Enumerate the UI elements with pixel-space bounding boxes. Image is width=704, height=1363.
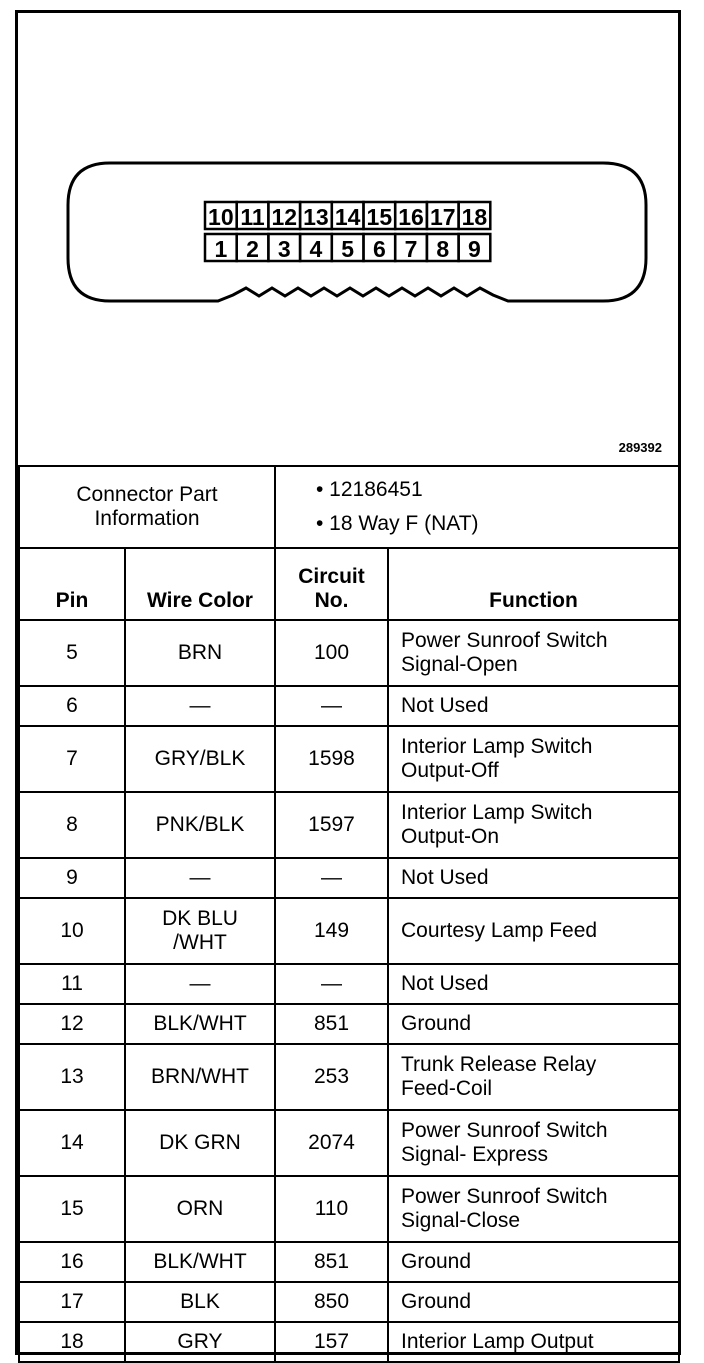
wire-color-cell	[125, 964, 275, 1004]
function-line: Trunk Release Relay	[401, 1053, 597, 1076]
circuit-cell: 2074	[275, 1110, 388, 1176]
function-line: Power Sunroof Switch	[401, 629, 608, 652]
wire-color-line: BRN/WHT	[151, 1065, 249, 1088]
function-line: Ground	[401, 1250, 472, 1273]
table-row	[19, 898, 679, 964]
function-line: Power Sunroof Switch	[401, 1185, 608, 1208]
figure-id: 289392	[618, 440, 662, 455]
circuit-cell: —	[275, 964, 388, 1004]
wire-color-cell	[125, 726, 275, 792]
pin-number-label: 1	[214, 236, 228, 262]
wire-color-line: DK BLU	[162, 907, 238, 930]
function-line: Interior Lamp Switch	[401, 735, 593, 758]
pin-cell: 9	[19, 858, 125, 898]
pin-number-label: 9	[468, 236, 481, 262]
pin-number-label: 2	[246, 236, 259, 262]
circuit-cell: 253	[275, 1044, 388, 1110]
function-cell	[388, 1322, 679, 1362]
circuit-header-line2: No.	[314, 589, 349, 612]
connector-sheet	[15, 10, 681, 1355]
pin-cell: 11	[19, 964, 125, 1004]
table-row	[19, 792, 679, 858]
circuit-header-line1: Circuit	[298, 565, 365, 588]
circuit-cell: 110	[275, 1176, 388, 1242]
function-cell	[388, 858, 679, 898]
connector-housing	[68, 163, 646, 301]
pin-cell: 6	[19, 686, 125, 726]
function-line: Interior Lamp Output	[401, 1330, 594, 1353]
function-cell	[388, 1110, 679, 1176]
pin-number-label: 13	[303, 204, 329, 230]
circuit-cell: 100	[275, 620, 388, 686]
wire-color-header: Wire Color	[125, 548, 275, 620]
function-cell	[388, 1242, 679, 1282]
pin-cell: 12	[19, 1004, 125, 1044]
pin-number-label: 3	[277, 236, 291, 262]
wire-color-cell	[125, 620, 275, 686]
function-line: Power Sunroof Switch	[401, 1119, 608, 1142]
wire-color-line: GRY	[177, 1330, 223, 1353]
function-cell	[388, 898, 679, 964]
function-line: Not Used	[401, 866, 489, 889]
wire-color-cell	[125, 858, 275, 898]
wire-color-cell	[125, 1110, 275, 1176]
wire-color-line: —	[189, 866, 211, 889]
pin-number-label: 12	[271, 204, 298, 230]
wire-color-line: —	[189, 972, 211, 995]
connector-outline-svg	[18, 13, 678, 465]
circuit-cell: 149	[275, 898, 388, 964]
circuit-cell: 1598	[275, 726, 388, 792]
pin-cell: 17	[19, 1282, 125, 1322]
function-line: Signal- Express	[401, 1143, 549, 1166]
circuit-header	[275, 548, 388, 620]
function-cell	[388, 1282, 679, 1322]
wire-color-cell	[125, 1282, 275, 1322]
function-cell	[388, 964, 679, 1004]
table-row	[19, 1322, 679, 1362]
pin-number-label: 7	[404, 236, 418, 262]
connector-description: • 18 Way F (NAT)	[316, 512, 479, 535]
wire-color-line: BLK	[180, 1290, 220, 1313]
function-header: Function	[388, 548, 679, 620]
pin-number-label: 14	[334, 204, 361, 230]
pin-cell: 5	[19, 620, 125, 686]
function-line: Output-On	[401, 825, 500, 848]
function-line: Signal-Close	[401, 1209, 521, 1232]
function-line: Interior Lamp Switch	[401, 801, 593, 824]
wire-color-cell	[125, 686, 275, 726]
function-cell	[388, 686, 679, 726]
function-line: Signal-Open	[401, 653, 518, 676]
table-header-row	[19, 548, 679, 620]
function-line: Not Used	[401, 694, 489, 717]
wire-color-line: ORN	[176, 1197, 224, 1220]
table-row	[19, 1282, 679, 1322]
function-cell	[388, 1176, 679, 1242]
wire-color-cell	[125, 1322, 275, 1362]
table-row	[19, 1044, 679, 1110]
pin-number-label: 10	[208, 204, 234, 230]
table-row	[19, 686, 679, 726]
pin-header: Pin	[19, 548, 125, 620]
wire-color-line: /WHT	[173, 931, 227, 954]
connector-info-label	[19, 466, 275, 548]
connector-info-label-line1: Connector Part	[76, 483, 218, 506]
function-line: Not Used	[401, 972, 489, 995]
pin-number-label: 5	[341, 236, 355, 262]
circuit-cell: 850	[275, 1282, 388, 1322]
pin-cell: 8	[19, 792, 125, 858]
function-cell	[388, 1044, 679, 1110]
pin-number-label: 16	[398, 204, 424, 230]
connector-info-row	[19, 466, 679, 548]
connector-part-number: • 12186451	[316, 478, 423, 501]
pin-cell: 13	[19, 1044, 125, 1110]
table-row	[19, 726, 679, 792]
connector-diagram	[18, 13, 678, 465]
connector-table	[18, 465, 680, 1363]
wire-color-cell	[125, 1004, 275, 1044]
wire-color-line: GRY/BLK	[154, 747, 246, 770]
circuit-cell: 851	[275, 1004, 388, 1044]
table-row	[19, 858, 679, 898]
wire-color-line: DK GRN	[159, 1131, 241, 1154]
table-row	[19, 964, 679, 1004]
function-line: Ground	[401, 1290, 472, 1313]
wire-color-cell	[125, 1044, 275, 1110]
circuit-cell: 157	[275, 1322, 388, 1362]
pin-number-label: 17	[429, 204, 456, 230]
circuit-cell: —	[275, 686, 388, 726]
table-row	[19, 1242, 679, 1282]
pin-cell: 10	[19, 898, 125, 964]
pin-cell: 14	[19, 1110, 125, 1176]
pin-cell: 15	[19, 1176, 125, 1242]
table-row	[19, 620, 679, 686]
function-cell	[388, 792, 679, 858]
pin-number-label: 8	[436, 236, 450, 262]
table-row	[19, 1004, 679, 1044]
function-line: Feed-Coil	[401, 1077, 493, 1100]
pin-number-label: 11	[240, 204, 265, 230]
connector-info-values	[275, 466, 679, 548]
circuit-cell: 1597	[275, 792, 388, 858]
function-cell	[388, 726, 679, 792]
table-row	[19, 1110, 679, 1176]
pin-number-label: 18	[461, 204, 488, 230]
pin-cell: 16	[19, 1242, 125, 1282]
circuit-cell: —	[275, 858, 388, 898]
pin-cell: 7	[19, 726, 125, 792]
wire-color-cell	[125, 792, 275, 858]
wire-color-cell	[125, 1242, 275, 1282]
wire-color-line: —	[189, 694, 211, 717]
function-line: Ground	[401, 1012, 472, 1035]
pin-number-label: 15	[366, 204, 393, 230]
pin-number-label: 4	[309, 236, 323, 262]
circuit-cell: 851	[275, 1242, 388, 1282]
wire-color-cell	[125, 1176, 275, 1242]
function-cell	[388, 620, 679, 686]
wire-color-line: BLK/WHT	[153, 1012, 247, 1035]
table-body	[19, 620, 679, 1362]
function-line: Courtesy Lamp Feed	[401, 919, 598, 942]
wire-color-cell	[125, 898, 275, 964]
table-row	[19, 1176, 679, 1242]
function-line: Output-Off	[401, 759, 499, 782]
pin-cell: 18	[19, 1322, 125, 1362]
function-cell	[388, 1004, 679, 1044]
wire-color-line: BLK/WHT	[153, 1250, 247, 1273]
pin-number-label: 6	[372, 236, 386, 262]
wire-color-line: PNK/BLK	[155, 813, 245, 836]
wire-color-line: BRN	[177, 641, 223, 664]
connector-info-label-line2: Information	[94, 507, 200, 530]
pin-grid	[205, 202, 490, 262]
